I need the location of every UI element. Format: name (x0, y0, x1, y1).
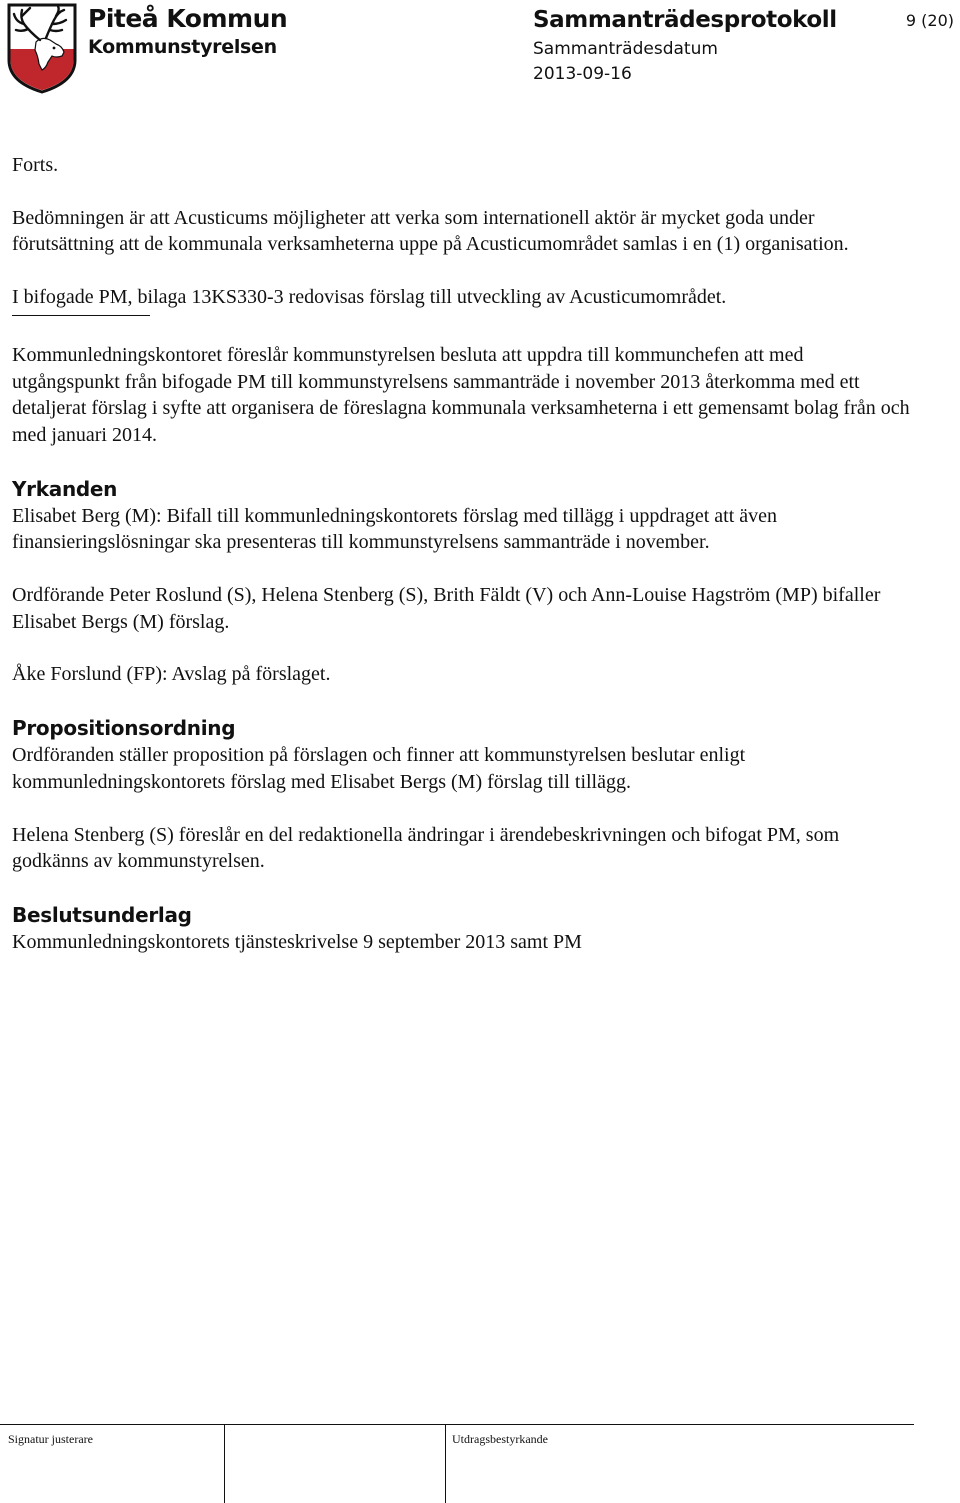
yrkanden-paragraph: Åke Forslund (FP): Avslag på förslaget. (12, 663, 331, 686)
paragraph-attachment: I bifogade PM, bilaga 13KS330-3 redovisas förslag till utveckling av Acusticumområdet. (12, 286, 727, 309)
reindeer-coat-of-arms-icon (6, 2, 78, 94)
protocol-body (12, 152, 912, 956)
signature-footer (0, 1424, 914, 1503)
page-number: 9 (20) (905, 11, 954, 30)
proposition-paragraph: Helena Stenberg (S) föreslår en del redaktionella ändringar i ärendebeskrivningen och bifogat PM, som godkänns av kommunstyrelsen. (12, 823, 840, 873)
decision-basis-paragraph: Kommunledningskontorets tjänsteskrivelse 9 september 2013 samt PM (12, 930, 582, 953)
heading-beslutsunderlag: Beslutsunderlag (12, 902, 192, 927)
extract-certification-label: Utdragsbestyrkande (452, 1432, 548, 1446)
footer-divider (224, 1425, 225, 1503)
org-name: Piteå Kommun (88, 4, 288, 33)
paragraph-assessment: Bedömningen är att Acusticums möjligheter att verka som internationell aktör är mycket goda under förutsättning att de kommunala verksamheterna uppe på Acusticumområdet samlas i en (1) organisation. (12, 206, 849, 256)
meeting-date-label: Sammanträdesdatum (533, 39, 718, 59)
document-type: Sammanträdesprotokoll (533, 7, 837, 33)
meeting-date-value: 2013-09-16 (533, 64, 632, 84)
signature-label: Signatur justerare (8, 1432, 93, 1446)
paragraph-proposal: Kommunledningskontoret föreslår kommunstyrelsen besluta att uppdra till kommunchefen att med utgångspunkt från bifogade PM till kommunstyrelsens sammanträde i november 2013 återkomma med ett detaljerat förslag i syfte att organisera de föreslagna kommunala verksamheterna i ett gemensamt bolag från och med januari 2014. (12, 343, 910, 446)
separator-line (12, 315, 150, 316)
yrkanden-paragraph: Elisabet Berg (M): Bifall till kommunledningskontorets förslag med tillägg i uppdraget att även finansieringslösningar ska presenteras till kommunstyrelsens sammanträde i november. (12, 504, 778, 554)
org-unit: Kommunstyrelsen (88, 36, 277, 58)
heading-propositionsordning: Propositionsordning (12, 716, 236, 741)
yrkanden-paragraph: Ordförande Peter Roslund (S), Helena Stenberg (S), Brith Fäldt (V) och Ann-Louise Hagström (MP) bifaller Elisabet Bergs (M) förslag. (12, 584, 881, 633)
continued-note: Forts. (12, 154, 59, 176)
proposition-paragraph: Ordföranden ställer proposition på förslagen och finner att kommunstyrelsen beslutar enligt kommunledningskontorets förslag med Elisabet Bergs (M) förslag till tillägg. (12, 744, 746, 793)
heading-yrkanden: Yrkanden (12, 476, 118, 501)
footer-divider (445, 1425, 446, 1503)
